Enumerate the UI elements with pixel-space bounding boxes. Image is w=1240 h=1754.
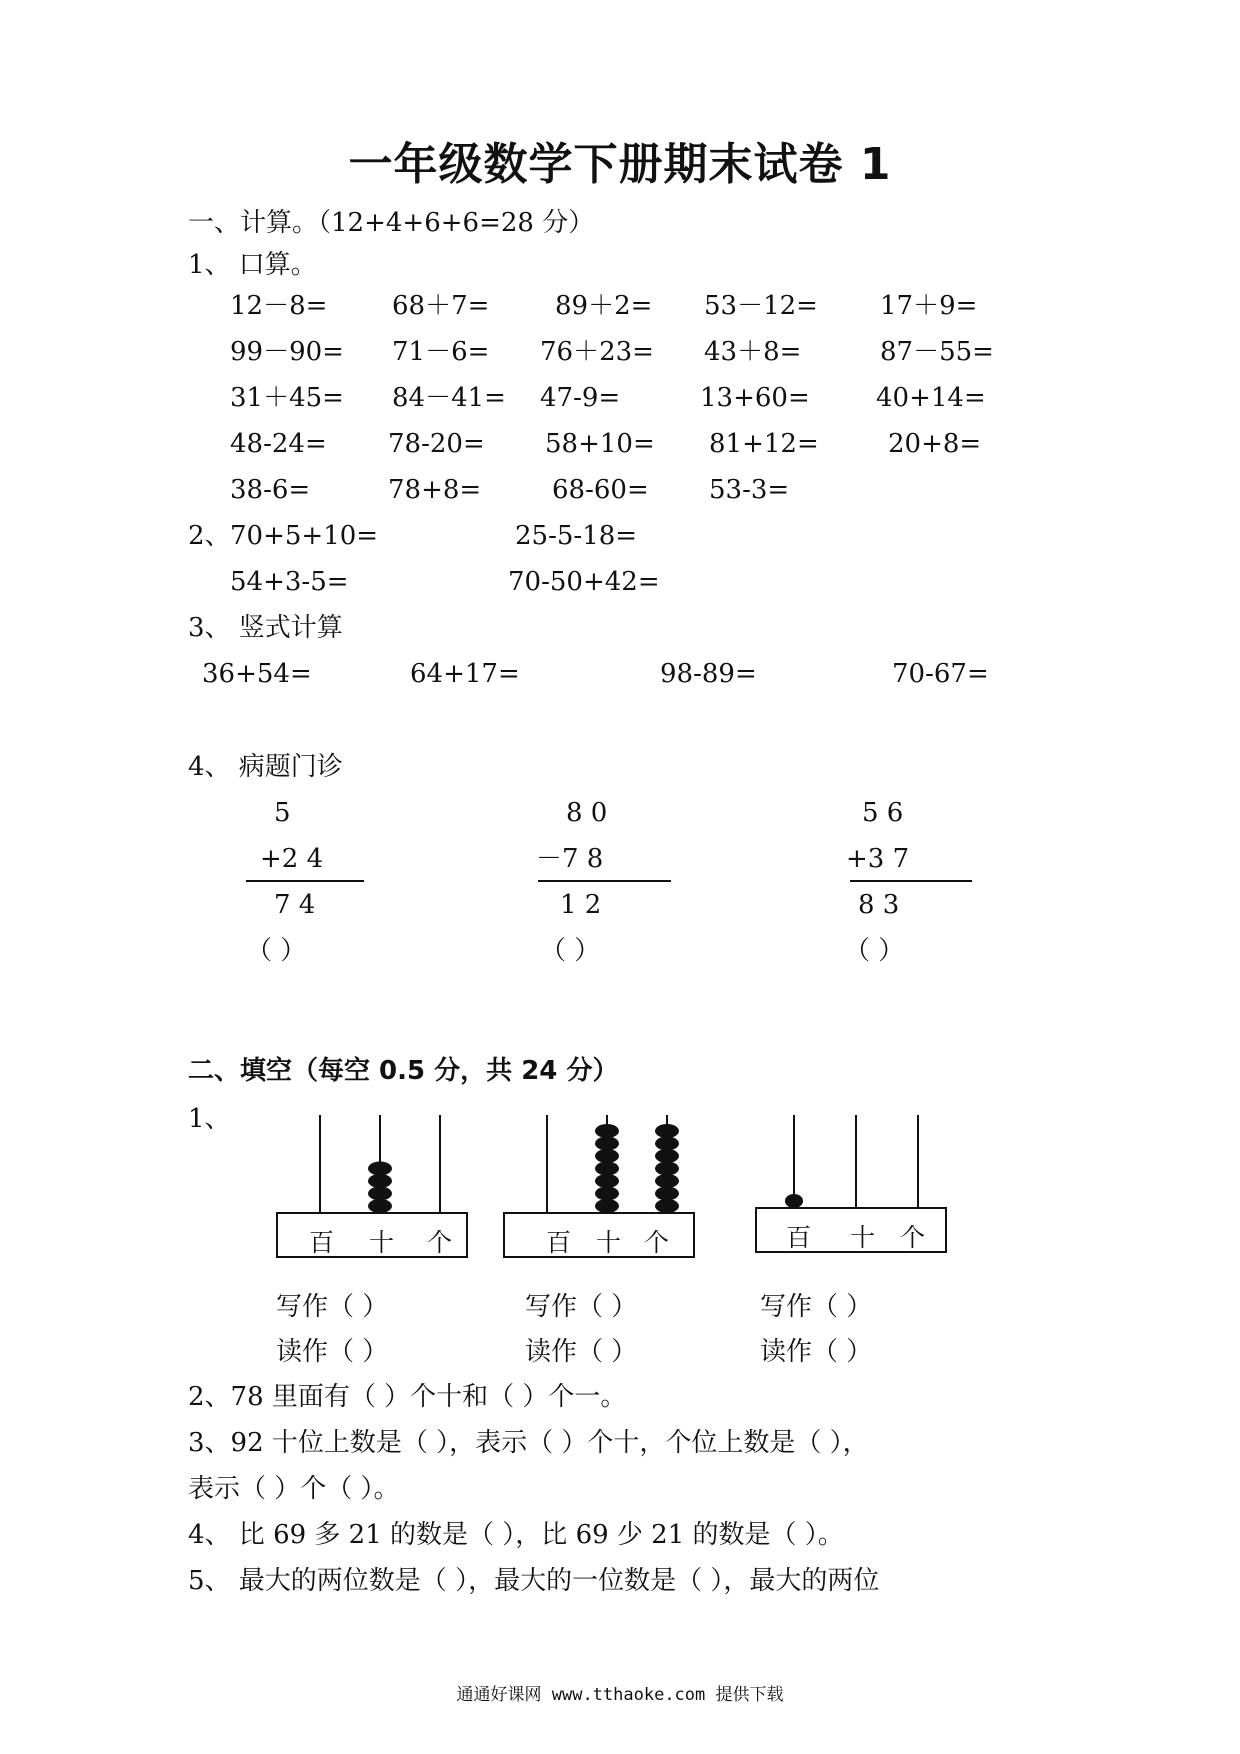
oral-item: 40+14= xyxy=(876,383,986,413)
abacus-bead xyxy=(368,1162,392,1176)
problem-result: 7 4 xyxy=(274,890,316,920)
s2-q2: 2、78 里面有（ ）个十和（ ）个一。 xyxy=(188,1382,627,1412)
oral-item: 78-20= xyxy=(388,429,485,459)
vertical-item: 98-89= xyxy=(660,659,757,689)
s2-q3-line2: 表示（ ）个（ ）。 xyxy=(188,1474,400,1504)
tens-label: 十 xyxy=(369,1228,395,1257)
oral-item: 12－8= xyxy=(230,291,328,321)
mixed-item: 70-50+42= xyxy=(508,567,660,597)
oral-item: 58+10= xyxy=(545,429,655,459)
hundreds-label: 百 xyxy=(309,1228,335,1257)
mixed-item: 54+3-5= xyxy=(230,567,349,597)
abacus-bead xyxy=(655,1124,679,1138)
abacus-bead xyxy=(655,1162,679,1176)
section1-heading: 一、计算。（12+4+6+6=28 分） xyxy=(188,208,595,238)
oral-item: 20+8= xyxy=(888,429,982,459)
oral-item: 38-6= xyxy=(230,475,311,505)
footer: 通通好课网 www.tthaoke.com 提供下载 xyxy=(456,1685,784,1705)
ones-label: 个 xyxy=(644,1228,670,1257)
problem-top: 5 xyxy=(274,798,291,828)
oral-item: 68＋7= xyxy=(392,291,490,321)
oral-item: 99－90= xyxy=(230,337,344,367)
oral-item: 76＋23= xyxy=(540,337,654,367)
problem-top: 8 0 xyxy=(566,798,608,828)
q3-label: 3、 竖式计算 xyxy=(188,613,343,643)
abacus-bead xyxy=(368,1174,392,1188)
oral-item: 71－6= xyxy=(392,337,490,367)
q4-label: 4、 病题门诊 xyxy=(188,752,343,782)
oral-item: 84－41= xyxy=(392,383,506,413)
oral-item: 53-3= xyxy=(709,475,790,505)
s2-q1-label: 1、 xyxy=(188,1104,231,1134)
abacus-beads xyxy=(368,1162,392,1214)
abacus-bead xyxy=(595,1174,619,1188)
abacus-bead xyxy=(655,1174,679,1188)
write-as-field: 写作（ ） xyxy=(525,1292,638,1322)
write-as-field: 写作（ ） xyxy=(276,1292,389,1322)
problem-op-line: －7 8 xyxy=(536,844,604,874)
s2-q4: 4、 比 69 多 21 的数是（ ），比 69 少 21 的数是（ ）。 xyxy=(188,1520,844,1550)
abacus-bead xyxy=(655,1137,679,1151)
hundreds-label: 百 xyxy=(546,1228,572,1257)
oral-item: 87－55= xyxy=(880,337,994,367)
write-as-field: 写作（ ） xyxy=(760,1292,873,1322)
abacus-bead xyxy=(595,1162,619,1176)
abacus-bead xyxy=(595,1199,619,1213)
tens-label: 十 xyxy=(596,1228,622,1257)
hundreds-label: 百 xyxy=(786,1223,812,1252)
q2-label: 2、 xyxy=(188,521,231,551)
problem-top: 5 6 xyxy=(862,798,904,828)
problem-result: 8 3 xyxy=(858,890,900,920)
read-as-field: 读作（ ） xyxy=(760,1337,873,1367)
oral-item: 43＋8= xyxy=(704,337,802,367)
abacus-bead xyxy=(368,1187,392,1201)
problem-answer: （ ） xyxy=(540,936,601,966)
problem-rule xyxy=(538,880,671,882)
oral-item: 17＋9= xyxy=(880,291,978,321)
abacus-bead xyxy=(595,1137,619,1151)
oral-item: 81+12= xyxy=(709,429,819,459)
oral-item: 31＋45= xyxy=(230,383,344,413)
ones-label: 个 xyxy=(900,1223,926,1252)
problem-op-line: +3 7 xyxy=(846,844,910,874)
oral-item: 53－12= xyxy=(704,291,818,321)
problem-result: 1 2 xyxy=(560,890,602,920)
vertical-item: 36+54= xyxy=(202,659,312,689)
oral-item: 13+60= xyxy=(700,383,810,413)
tens-label: 十 xyxy=(850,1223,876,1252)
abacus-bead xyxy=(655,1199,679,1213)
oral-item: 78+8= xyxy=(388,475,482,505)
abacus-bead xyxy=(655,1149,679,1163)
s2-q5: 5、 最大的两位数是（ ），最大的一位数是（ ），最大的两位 xyxy=(188,1566,880,1596)
problem-op-line: +2 4 xyxy=(260,844,324,874)
problem-answer: （ ） xyxy=(844,936,905,966)
oral-item: 89＋2= xyxy=(555,291,653,321)
abacus xyxy=(502,1115,697,1260)
read-as-field: 读作（ ） xyxy=(276,1337,389,1367)
abacus-bead xyxy=(785,1194,803,1208)
page-title: 一年级数学下册期末试卷 1 xyxy=(348,139,892,190)
q1-label: 1、 口算。 xyxy=(188,250,317,280)
abacus-beads xyxy=(785,1194,803,1208)
read-as-field: 读作（ ） xyxy=(525,1337,638,1367)
problem-rule xyxy=(246,880,364,882)
abacus-bead xyxy=(595,1124,619,1138)
oral-item: 68-60= xyxy=(552,475,649,505)
problem-answer: （ ） xyxy=(246,936,307,966)
abacus-bead xyxy=(595,1149,619,1163)
problem-rule xyxy=(850,880,972,882)
vertical-item: 70-67= xyxy=(892,659,989,689)
mixed-item: 25-5-18= xyxy=(515,521,638,551)
ones-label: 个 xyxy=(427,1228,453,1257)
vertical-item: 64+17= xyxy=(410,659,520,689)
abacus-bead xyxy=(368,1199,392,1213)
abacus xyxy=(754,1115,949,1260)
abacus xyxy=(275,1115,470,1260)
s2-q3-line1: 3、92 十位上数是（ ），表示（ ）个十，个位上数是（ ）， xyxy=(188,1428,869,1458)
section2-heading: 二、填空（每空 0.5 分，共 24 分） xyxy=(188,1056,619,1086)
abacus-bead xyxy=(595,1187,619,1201)
abacus-beads xyxy=(595,1124,679,1213)
oral-item: 47-9= xyxy=(540,383,621,413)
oral-item: 48-24= xyxy=(230,429,327,459)
mixed-item: 70+5+10= xyxy=(230,521,379,551)
abacus-bead xyxy=(655,1187,679,1201)
